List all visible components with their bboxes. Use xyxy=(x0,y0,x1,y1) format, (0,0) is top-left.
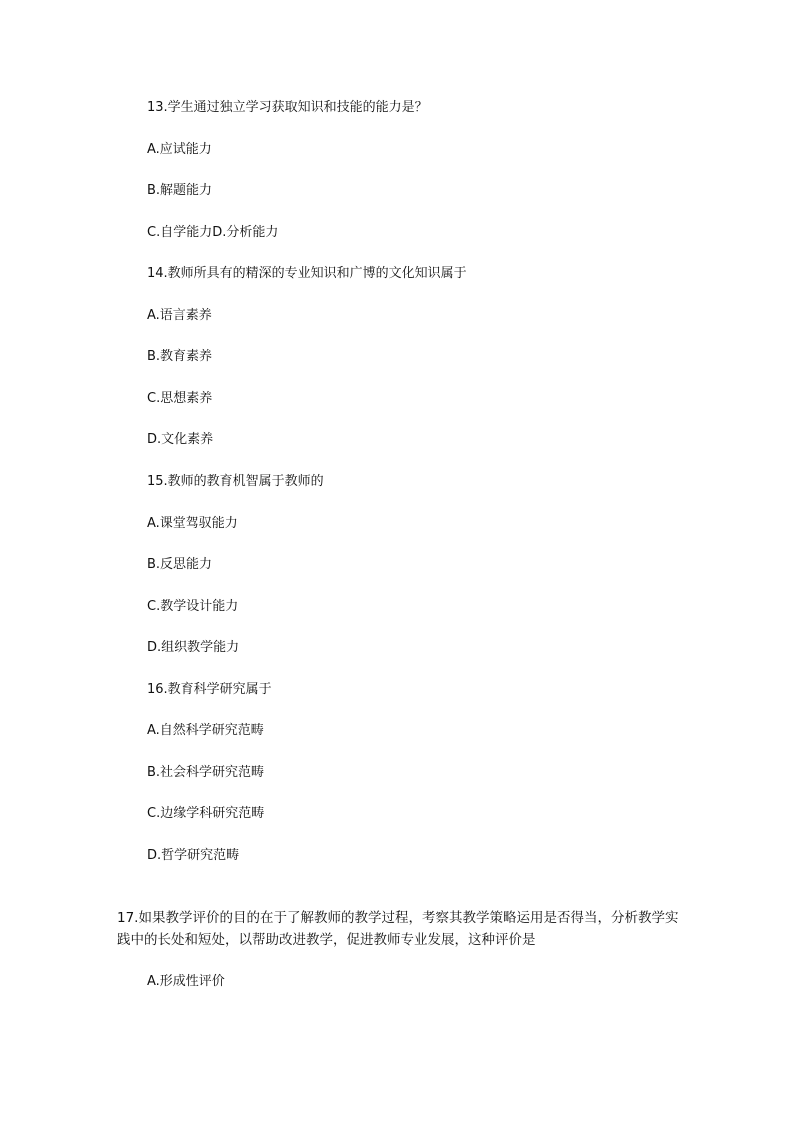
question-15-option-d: D.组织教学能力 xyxy=(147,640,240,655)
question-15-option-a: A.课堂驾驭能力 xyxy=(147,516,238,531)
question-17-option-a: A.形成性评价 xyxy=(147,974,225,989)
question-16-option-a: A.自然科学研究范畴 xyxy=(147,723,264,738)
question-14-stem: 14.教师所具有的精深的专业知识和广博的文化知识属于 xyxy=(147,266,467,281)
question-16-option-b: B.社会科学研究范畴 xyxy=(147,765,265,780)
question-14-option-c: C.思想素养 xyxy=(147,391,213,406)
question-14-option-a: A.语言素养 xyxy=(147,308,212,323)
question-13-option-b: B.解题能力 xyxy=(147,183,213,198)
question-17-stem: 17.如果教学评价的目的在于了解教师的教学过程，考察其教学策略运用是否得当，分析教学实践中的长处和短处，以帮助改进教学，促进教师专业发展，这种评价是 xyxy=(117,910,679,948)
question-16-stem: 16.教育科学研究属于 xyxy=(147,682,272,697)
question-16-option-d: D.哲学研究范畴 xyxy=(147,848,240,863)
question-13-option-cd: C.自学能力D.分析能力 xyxy=(147,225,279,240)
question-15-stem: 15.教师的教育机智属于教师的 xyxy=(147,474,324,489)
question-14-option-d: D.文化素养 xyxy=(147,432,214,447)
question-13-stem: 13.学生通过独立学习获取知识和技能的能力是？ xyxy=(147,100,428,115)
question-15-option-b: B.反思能力 xyxy=(147,557,213,572)
question-16-option-c: C.边缘学科研究范畴 xyxy=(147,806,265,821)
question-14-option-b: B.教育素养 xyxy=(147,349,213,364)
question-13-option-a: A.应试能力 xyxy=(147,142,212,157)
question-15-option-c: C.教学设计能力 xyxy=(147,599,239,614)
